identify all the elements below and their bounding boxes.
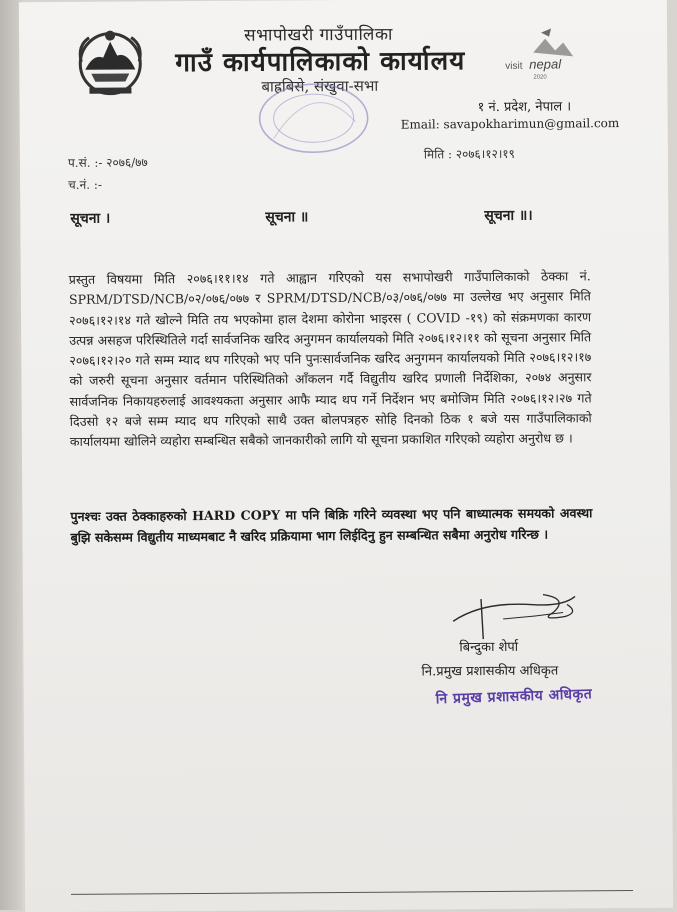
municipality-name: सभापोखरी गाउँपालिका: [244, 24, 393, 46]
office-title: गाउँ कार्यपालिकाको कार्यालय: [175, 46, 466, 79]
photo-edge: [0, 0, 22, 910]
svg-text:2020: 2020: [533, 74, 547, 81]
notice-heading-1: सूचना ।: [70, 210, 111, 227]
dispatch-number: च.नं. :-: [68, 177, 102, 192]
letter-date: मिति : २०७६।१२।१९: [423, 146, 515, 162]
office-location: बाह्रबिसे, संखुवा-सभा: [261, 76, 379, 96]
svg-text:visit: visit: [505, 60, 523, 72]
notice-body: प्रस्तुत विषयमा मिति २०७६।११।१४ गते आह्वान गरिएको यस सभापोखरी गाउँपालिकाको ठेक्का नं. SPRM/DTSD/NCB/०२/०७६/०७७ र SPRM/DTSD/NCB/०३/०७६/०७७ मा उल्लेख भए अनुसार मिति २०७६।१२।१४ गते खोल्ने मिति तय भएकोमा हाल देशमा कोरोना भाइरस ( COVID -१९) को संक्रमणका कारण उत्पन्न असहज परिस्थितिले गर्दा सार्वजनिक खरिद अनुगमन कार्यालयको मिति २०७६।१२।११ को सूचना अनुसार मिति २०७६।१२।२० गते सम्म म्याद थप गरिएको भए पनि पुनःसार्वजनिक खरिद अनुगमन कार्यालयको मिति २०७६।१२।१७ को जरुरी सूचना अनुसार वर्तमान परिस्थितिको आँकलन गर्दै विद्युतीय खरिद प्रणाली निर्देशिका, २०७४ अनुसार सार्वजनिक निकायहरुलाई आवश्यकता अनुसार आफै म्याद थप गर्ने निर्देशन भए बमोजिम मिति २०७६।१२।२७ गते दिउसो १२ बजे सम्म म्याद थप गरिएको साथै उक्त बोलपत्रहरु सोहि दिनको ठिक १ बजे यस गाउँपालिकाको कार्यालयमा खोलिने व्यहोरा सम्बन्धित सबैको जानकारीको लागि यो सूचना प्रकाशित गरिएको व्यहोरा अनुरोध छ ।: [68, 268, 592, 450]
letter-page: [19, 0, 673, 912]
signatory-designation: नि.प्रमुख प्रशासकीय अधिकृत: [421, 663, 559, 680]
nepal-emblem-icon: [71, 23, 150, 102]
visit-nepal-2020-logo: [503, 26, 587, 83]
designation-stamp: नि प्रमुख प्रशासकीय अधिकृत: [435, 686, 593, 708]
office-stamp-icon: [251, 80, 372, 157]
postscript: पुनश्चः उक्त ठेक्काहरुको HARD COPY मा पनि बिक्रि गरिने व्यवस्था भए पनि बाध्यात्मक समयको अवस्था बुझि सकेसम्म विद्युतीय माध्यमबाट नै खरिद प्रक्रियामा भाग लिईदिनु हुन सम्बन्धित सबैमा अनुरोध गरिन्छ ।: [70, 505, 593, 545]
footer-divider: [71, 890, 633, 895]
notice-heading-2: सूचना ॥: [265, 209, 309, 226]
signatory-name: बिन्दुका शेर्पा: [459, 639, 519, 656]
notice-heading-3: सूचना ॥।: [484, 207, 533, 225]
svg-text:nepal: nepal: [529, 56, 562, 72]
province: १ नं. प्रदेश, नेपाल ।: [477, 99, 572, 116]
email-address: Email: savapokharimun@gmail.com: [400, 116, 620, 132]
reference-number: प.सं. :- २०७६/७७: [67, 155, 148, 170]
